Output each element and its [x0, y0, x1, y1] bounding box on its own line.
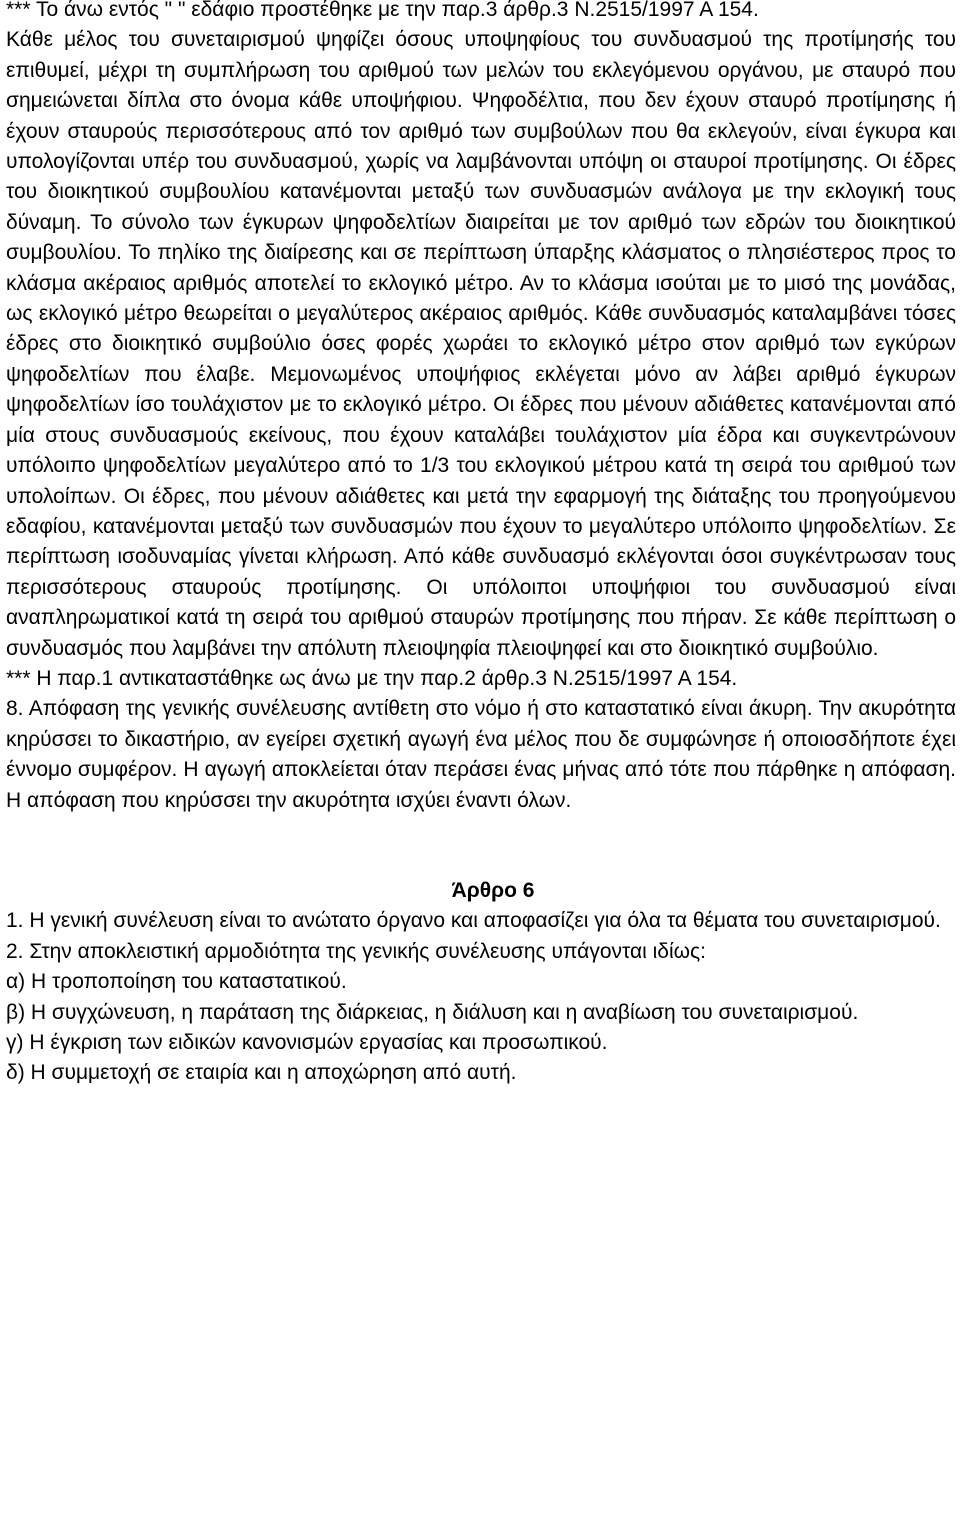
article-subitem: γ) Η έγκριση των ειδικών κανονισμών εργασίας και προσωπικού.	[6, 1031, 608, 1054]
section-gap	[6, 816, 956, 876]
article-item: 1. Η γενική συνέλευση είναι το ανώτατο όργανο και αποφασίζει για όλα τα θέματα του συνεταιρισμού.	[6, 909, 941, 933]
article-subitem: δ) Η συμμετοχή σε εταιρία και η αποχώρηση από αυτή.	[6, 1061, 517, 1085]
voting-paragraph: Κάθε μέλος του συνεταιρισμού ψηφίζει όσους υποψηφίους του συνδυασμού της προτίμησής του επιθυμεί, μέχρι τη συμπλήρωση του αριθμού των μελών του εκλεγόμενου οργάνου, με σταυρό που σημειώνεται δίπλα στο όνομα κάθε υποψήφιου. Ψηφοδέλτια, που δεν έχουν σταυρό προτίμησης ή έχουν σταυρούς περισσότερους από τον αριθμό των συμβούλων που θα εκλεγούν, είναι έγκυρα και υπολογίζονται υπέρ του συνδυασμού, χωρίς να λαμβάνονται υπόψη οι σταυροί προτίμησης. Οι έδρες του διοικητικού συμβουλίου κατανέμονται μεταξύ των συνδυασμών ανάλογα με την εκλογική τους δύναμη. Το σύνολο των έγκυρων ψηφοδελτίων διαιρείται με τον αριθμό των εδρών του διοικητικού συμβουλίου. Το πηλίκο της διαίρεσης και σε περίπτωση ύπαρξης κλάσματος ο πλησιέστερος προς το κλάσμα ακέραιος αριθμός αποτελεί το εκλογικό μέτρο. Αν το κλάσμα ισούται με το μισό της μονάδας, ως εκλογικό μέτρο θεωρείται ο μεγαλύτερος ακέραιος αριθμός. Κάθε συνδυασμός καταλαμβάνει τόσες έδρες στο διοικητικό συμβούλιο όσες φορές χωράει το εκλογικό μέτρο στον αριθμό των εγκύρων ψηφοδελτίων που έλαβε. Μεμονωμένος υποψήφιος εκλέγεται μόνο αν λάβει αριθμό έγκυρων ψηφοδελτίων ίσο τουλάχιστον με το εκλογικό μέτρο. Οι έδρες που μένουν αδιάθετες κατανέμονται από μία στους συνδυασμούς εκείνους, που έχουν καταλάβει τουλάχιστον μία έδρα και συγκεντρώνουν υπόλοιπο ψηφοδελτίων μεγαλύτερο από το 1/3 του εκλογικού μέτρου κατά τη σειρά του αριθμού των υπολοίπων. Οι έδρες, που μένουν αδιάθετες και μετά την εφαρμογή της διάταξης του προηγούμενου εδαφίου, κατανέμονται μεταξύ των συνδυασμών που έχουν το μεγαλύτερο υπόλοιπο ψηφοδελτίων. Σε περίπτωση ισοδυναμίας γίνεται κλήρωση. Από κάθε συνδυασμό εκλέγονται όσοι συγκέντρωσαν τους περισσότερους σταυρούς προτίμησης. Οι υπόλοιποι υποψήφιοι του συνδυασμού είναι αναπληρωματικοί κατά τη σειρά του αριθμού σταυρών προτίμησης που πήραν. Σε κάθε περίπτωση ο συνδυασμός που λαμβάνει την απόλυτη πλειοψηφία πλειοψηφεί και στο διοικητικό συμβούλιο.	[6, 28, 956, 660]
amendment-note: *** Η παρ.1 αντικαταστάθηκε ως άνω με την παρ.2 άρθρ.3 Ν.2515/1997 Α 154.	[6, 666, 738, 690]
article-item: 2. Στην αποκλειστική αρμοδιότητα της γενικής συνέλευσης υπάγονται ιδίως:	[6, 939, 707, 963]
article-heading: Άρθρο 6	[451, 878, 535, 902]
paragraph-8: 8. Απόφαση της γενικής συνέλευσης αντίθετη στο νόμο ή στο καταστατικό είναι άκυρη. Την ακυρότητα κηρύσσει το δικαστήριο, αν εγείρει σχετική αγωγή ένα μέλος που δε συμφώνησε ή οποιοσδήποτε έχει έννομο συμφέρον. Η αγωγή αποκλείεται όταν περάσει ένας μήνας από τότε που πάρθηκε η απόφαση. Η απόφαση που κηρύσσει την ακυρότητα ισχύει έναντι όλων.	[6, 697, 956, 812]
article-subitem: β) Η συγχώνευση, η παράταση της διάρκειας, η διάλυση και η αναβίωση του συνεταιρισμού.	[6, 1000, 859, 1024]
document-page	[6, 0, 956, 1089]
amendment-note: *** Το άνω εντός " " εδάφιο προστέθηκε με την παρ.3 άρθρ.3 Ν.2515/1997 Α 154.	[6, 0, 759, 21]
article-subitem: α) Η τροποποίηση του καταστατικού.	[6, 970, 347, 994]
